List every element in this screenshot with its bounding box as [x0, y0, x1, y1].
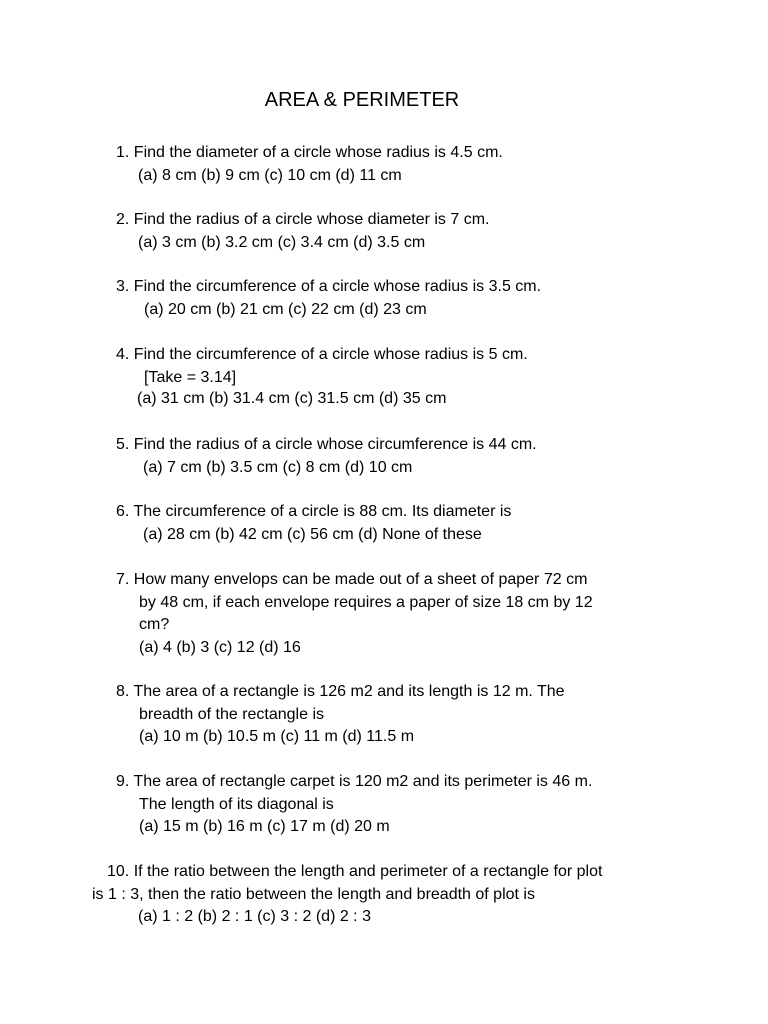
- answer-options: (a) 10 m (b) 10.5 m (c) 11 m (d) 11.5 m: [139, 728, 415, 745]
- question-text: 8. The area of a rectangle is 126 m2 and its length is 12 m. The: [116, 683, 565, 700]
- question-text: 2. Find the radius of a circle whose diameter is 7 cm.: [116, 211, 490, 228]
- question-1: [116, 142, 503, 187]
- question-4: [116, 344, 528, 411]
- question-text-cont: The length of its diagonal is: [139, 795, 334, 813]
- answer-options: (a) 3 cm (b) 3.2 cm (c) 3.4 cm (d) 3.5 cm: [138, 233, 426, 251]
- question-text: 3. Find the circumference of a circle whose radius is 3.5 cm.: [116, 278, 542, 295]
- answer-options: (a) 31 cm (b) 31.4 cm (c) 31.5 cm (d) 35 cm: [137, 390, 447, 407]
- question-text-cont: by 48 cm, if each envelope requires a paper of size 18 cm by 12: [139, 593, 593, 611]
- question-text: 6. The circumference of a circle is 88 cm. Its diameter is: [116, 503, 512, 520]
- question-6: [116, 501, 511, 546]
- answer-options: (a) 15 m (b) 16 m (c) 17 m (d) 20 m: [139, 818, 390, 835]
- question-note: [Take = 3.14]: [144, 368, 237, 386]
- answer-options: (a) 20 cm (b) 21 cm (c) 22 cm (d) 23 cm: [144, 300, 427, 318]
- question-7: [116, 569, 593, 659]
- question-text-cont: cm?: [139, 616, 170, 633]
- question-text: 7. How many envelops can be made out of a sheet of paper 72 cm: [116, 571, 588, 588]
- page-title: AREA & PERIMETER: [264, 89, 460, 111]
- answer-options: (a) 7 cm (b) 3.5 cm (c) 8 cm (d) 10 cm: [143, 458, 413, 476]
- question-9: [116, 771, 592, 839]
- answer-options: (a) 28 cm (b) 42 cm (c) 56 cm (d) None of these: [143, 525, 482, 543]
- question-text-cont: is 1 : 3, then the ratio between the length and breadth of plot is: [92, 885, 535, 903]
- question-text: 5. Find the radius of a circle whose circumference is 44 cm.: [116, 436, 537, 453]
- question-3: [116, 276, 541, 321]
- question-2: [116, 209, 490, 254]
- question-text: 4. Find the circumference of a circle whose radius is 5 cm.: [116, 346, 528, 363]
- question-8: [116, 681, 565, 749]
- answer-options: (a) 1 : 2 (b) 2 : 1 (c) 3 : 2 (d) 2 : 3: [138, 908, 371, 925]
- question-text-cont: breadth of the rectangle is: [139, 705, 325, 723]
- question-5: [116, 434, 537, 479]
- answer-options: (a) 4 (b) 3 (c) 12 (d) 16: [139, 638, 301, 656]
- question-10: [92, 861, 602, 929]
- question-text: 9. The area of rectangle carpet is 120 m2 and its perimeter is 46 m.: [116, 773, 593, 790]
- question-text: 10. If the ratio between the length and perimeter of a rectangle for plot: [107, 863, 603, 880]
- answer-options: (a) 8 cm (b) 9 cm (c) 10 cm (d) 11 cm: [138, 166, 402, 184]
- question-text: 1. Find the diameter of a circle whose radius is 4.5 cm.: [116, 144, 503, 161]
